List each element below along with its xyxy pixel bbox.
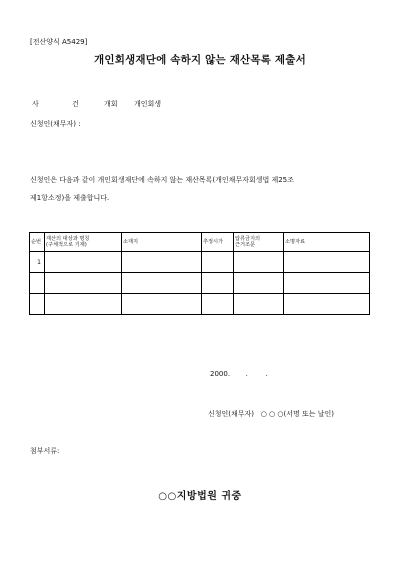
header-basis xyxy=(234,233,284,252)
header-location: 소재지 xyxy=(122,233,202,252)
cell-location[interactable] xyxy=(122,252,202,273)
cell-asset-type[interactable] xyxy=(45,294,122,315)
header-evidence: 소명자료 xyxy=(284,233,370,252)
statement-line-2: 제1항소정)을 제출합니다. xyxy=(30,194,110,202)
header-basis-line1: 압류금지의 xyxy=(235,236,261,242)
cell-asset-type[interactable] xyxy=(45,273,122,294)
row-num xyxy=(30,294,45,315)
table-header-row xyxy=(30,233,370,252)
table-row xyxy=(30,273,370,294)
row-num: 1 xyxy=(30,252,45,273)
cell-location[interactable] xyxy=(122,273,202,294)
cell-evidence[interactable] xyxy=(284,252,370,273)
applicant-label: 신청인(채무자) : xyxy=(30,120,81,128)
cell-basis[interactable] xyxy=(234,252,284,273)
header-asset-type xyxy=(45,233,122,252)
document-title: 개인회생재단에 속하지 않는 재산목록 제출서 xyxy=(94,54,306,66)
row-num xyxy=(30,273,45,294)
cell-estimated-value[interactable] xyxy=(202,252,234,273)
attachments-label: 첨부서류: xyxy=(30,447,60,455)
table-row xyxy=(30,294,370,315)
statement-line-1: 신청인은 다음과 같이 개인회생재단에 속하지 않는 재산목록(개인채무자회생법 제25조 xyxy=(30,176,294,184)
header-estimated-value: 추정시가 xyxy=(202,233,234,252)
cell-asset-type[interactable] xyxy=(45,252,122,273)
case-label-sa: 사 xyxy=(32,100,39,108)
date-line: 2000. . . xyxy=(210,370,268,378)
header-num: 순번 xyxy=(30,233,45,252)
case-label-geon: 건 xyxy=(72,100,79,108)
case-type: 개인회생 xyxy=(134,100,162,108)
cell-location[interactable] xyxy=(122,294,202,315)
table-row xyxy=(30,252,370,273)
asset-table xyxy=(29,232,370,315)
header-basis-line2: 근거조문 xyxy=(235,242,256,248)
header-asset-type-line1: 재산의 대상과 명칭 xyxy=(46,236,90,242)
cell-evidence[interactable] xyxy=(284,294,370,315)
form-code: [전산양식 A5429] xyxy=(30,38,88,46)
header-asset-type-line2: (구체적으로 기재) xyxy=(46,242,87,248)
court-name: ○○지방법원 귀중 xyxy=(158,491,242,502)
cell-estimated-value[interactable] xyxy=(202,294,234,315)
cell-basis[interactable] xyxy=(234,273,284,294)
cell-evidence[interactable] xyxy=(284,273,370,294)
signature-line: 신청인(채무자) ○ ○ ○(서명 또는 날인) xyxy=(208,410,334,418)
cell-estimated-value[interactable] xyxy=(202,273,234,294)
case-year: 개회 xyxy=(104,100,118,108)
cell-basis[interactable] xyxy=(234,294,284,315)
